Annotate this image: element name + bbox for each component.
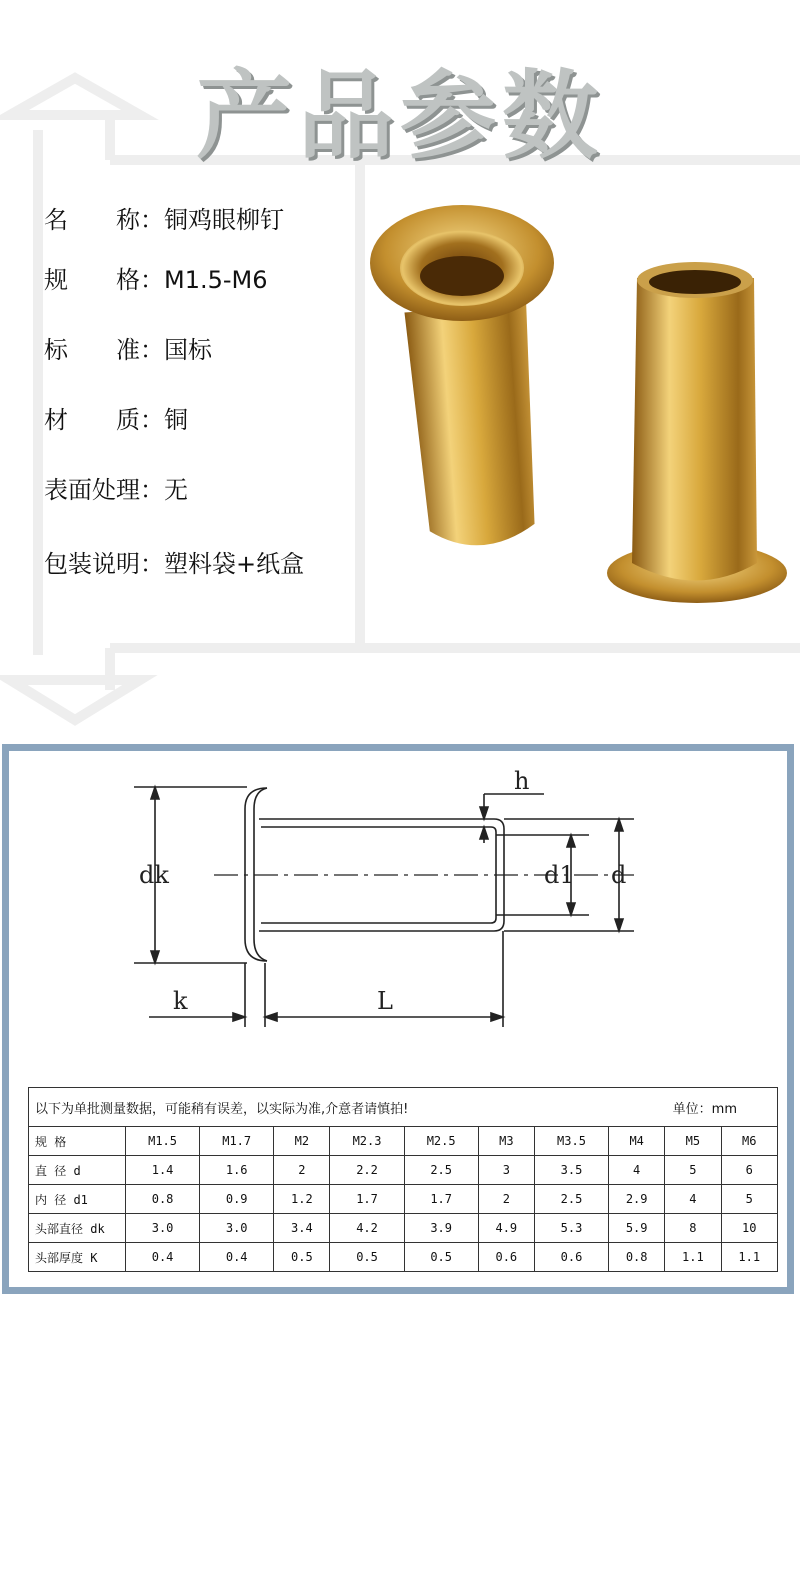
brass-rivet-photo: [362, 168, 800, 646]
label-d: d: [611, 861, 627, 889]
dimension-panel: [2, 744, 794, 1294]
label-k: k: [173, 987, 188, 1015]
label-h: h: [514, 767, 530, 795]
label-L: L: [377, 987, 393, 1015]
dimension-table: [28, 1087, 778, 1272]
label-dk: dk: [139, 861, 169, 889]
table-note: 以下为单批测量数据，可能稍有误差，以实际为准,介意者请慎拍! 单位：mm: [29, 1088, 778, 1127]
rivet-dimension-drawing: [9, 751, 787, 1087]
spec-surface: 表面处理：无: [44, 476, 188, 504]
table-row-diameter: 直 径 d 1.4 1.6 2 2.2 2.5 3 3.5 4 5 6: [29, 1156, 778, 1185]
spec-packaging: 包装说明：塑料袋+纸盒: [44, 550, 305, 578]
label-d1: d1: [544, 861, 575, 889]
table-row-head-thickness: 头部厚度 K 0.4 0.4 0.5 0.5 0.5 0.6 0.6 0.8 1.1 1.1: [29, 1243, 778, 1272]
page-title: 产品参数: [196, 60, 604, 172]
product-params-section: [0, 0, 800, 745]
spec-standard: 标 准：国标: [44, 336, 212, 364]
spec-name: 名 称：铜鸡眼柳钉: [44, 206, 284, 234]
spec-material: 材 质：铜: [44, 406, 188, 434]
table-row-inner-diameter: 内 径 d1 0.8 0.9 1.2 1.7 1.7 2 2.5 2.9 4 5: [29, 1185, 778, 1214]
table-row-head-diameter: 头部直径 dk 3.0 3.0 3.4 4.2 3.9 4.9 5.3 5.9 8 10: [29, 1214, 778, 1243]
unit-label: 单位：mm: [672, 1101, 737, 1117]
spec-size: 规 格：M1.5-M6: [44, 266, 268, 294]
table-row-size: 规 格 M1.5 M1.7 M2 M2.3 M2.5 M3 M3.5 M4 M5 M6: [29, 1127, 778, 1156]
